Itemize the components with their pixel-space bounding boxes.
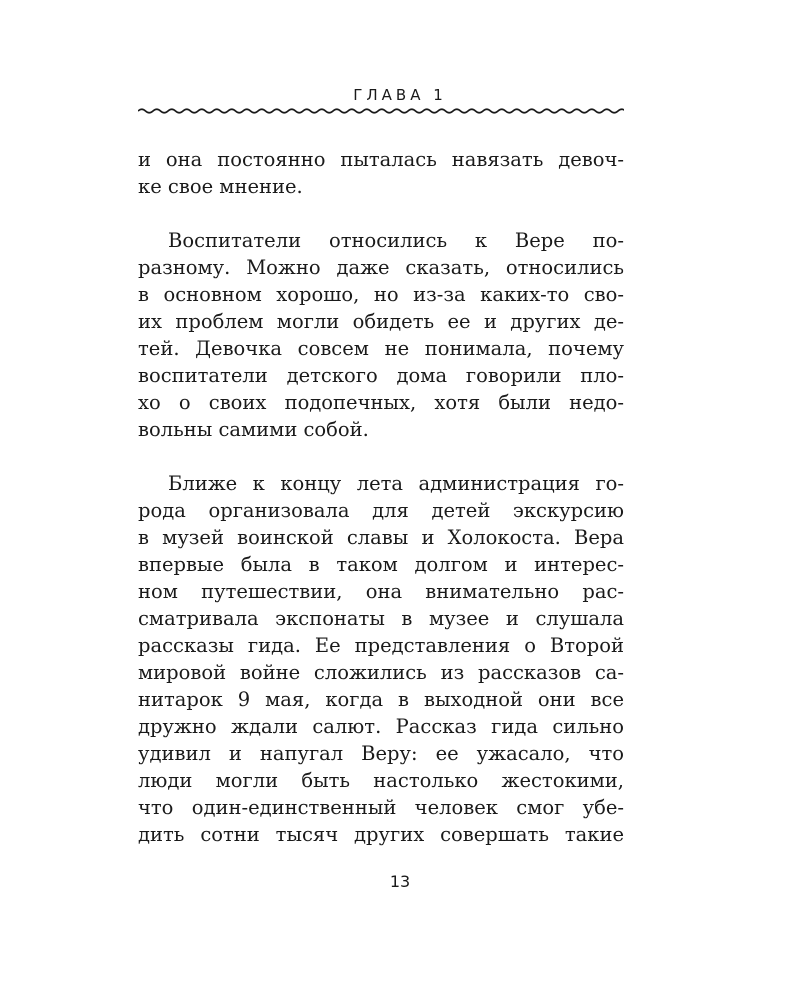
text-line: впервые была в таком долгом и интерес-	[138, 553, 624, 576]
text-line: ном путешествии, она внимательно рас-	[138, 580, 624, 603]
paragraph-2	[138, 227, 624, 443]
chapter-title: ГЛАВА 1	[353, 86, 447, 104]
text-line: рассказы гида. Ее представления о Второй	[138, 634, 624, 657]
body-text	[138, 146, 624, 848]
text-line: Ближе к концу лета администрация го-	[168, 472, 624, 495]
text-line: в основном хорошо, но из-за каких-то сво-	[138, 283, 624, 306]
text-line: рода организовала для детей экскурсию	[138, 499, 624, 522]
text-line: и она постоянно пыталась навязать девоч-	[138, 148, 624, 171]
text-line: дружно ждали салют. Рассказ гида сильно	[138, 715, 624, 738]
paragraph-3	[138, 470, 624, 848]
text-line: ке свое мнение.	[138, 175, 303, 198]
page-number: 13	[389, 872, 411, 891]
text-line: сматривала экспонаты в музее и слушала	[138, 607, 624, 630]
text-line: люди могли быть настолько жестокими,	[138, 769, 624, 792]
text-line: нитарок 9 мая, когда в выходной они все	[138, 688, 624, 711]
text-line: хо о своих подопечных, хотя были недо-	[138, 391, 624, 414]
text-line: дить сотни тысяч других совершать такие	[138, 823, 624, 846]
text-line: разному. Можно даже сказать, относились	[138, 256, 624, 279]
text-line: тей. Девочка совсем не понимала, почему	[138, 337, 624, 360]
text-line: их проблем могли обидеть ее и других де-	[138, 310, 624, 333]
text-line: удивил и напугал Веру: ее ужасало, что	[138, 742, 624, 765]
wavy-divider	[138, 104, 624, 118]
text-line: что один-единственный человек смог убе-	[138, 796, 624, 819]
text-line: Воспитатели относились к Вере по-	[168, 229, 624, 252]
text-line: вольны самими собой.	[138, 418, 369, 441]
text-line: воспитатели детского дома говорили пло-	[138, 364, 624, 387]
paragraph-1	[138, 146, 624, 200]
text-line: в музей воинской славы и Холокоста. Вера	[138, 526, 624, 549]
text-line: мировой войне сложились из рассказов са-	[138, 661, 624, 684]
